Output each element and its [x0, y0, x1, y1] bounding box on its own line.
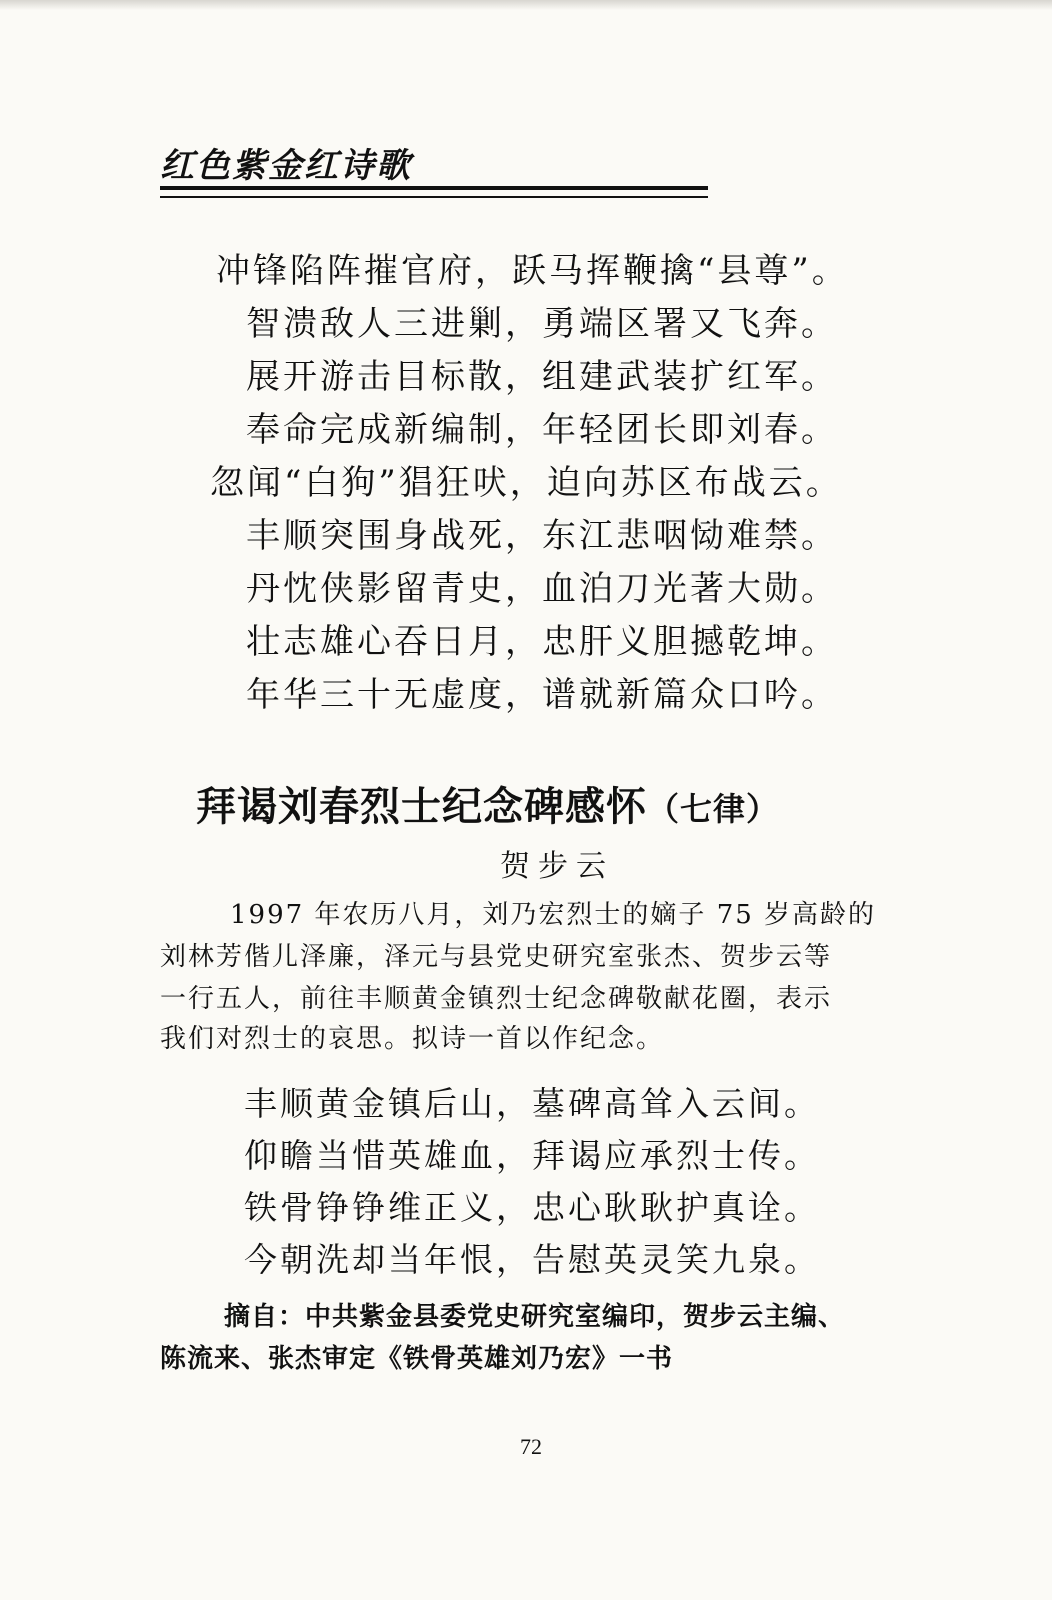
header-rule-thick	[160, 186, 708, 190]
running-header-title: 红色紫金红诗歌	[160, 146, 412, 186]
poem-1-line: 冲锋陷阵摧官府，跃马挥鞭擒“县尊”。	[216, 251, 849, 291]
poem-1-line: 壮志雄心吞日月，忠肝义胆撼乾坤。	[246, 622, 838, 662]
poem-1-line: 丹忱侠影留青史，血泊刀光著大勋。	[246, 569, 838, 609]
poem-2-line: 丰顺黄金镇后山，墓碑高耸入云间。	[244, 1084, 820, 1123]
preface-line: 1997 年农历八月，刘乃宏烈士的嫡子 75 岁高龄的	[230, 900, 877, 930]
preface-line: 一行五人，前往丰顺黄金镇烈士纪念碑敬献花圈，表示	[160, 984, 833, 1014]
source-line: 陈流来、张杰审定《铁骨英雄刘乃宏》一书	[160, 1344, 674, 1374]
poem-form-label: （七律）	[647, 790, 780, 828]
poem-author: 贺步云	[500, 849, 614, 884]
poem-1-line: 展开游击目标散，组建武装扩红军。	[246, 357, 838, 397]
poem-1-line: 智溃敌人三进剿，勇端区署又飞奔。	[246, 304, 838, 344]
source-line: 摘自：中共紫金县委党史研究室编印，贺步云主编、	[224, 1302, 846, 1332]
poem-1-line: 年华三十无虚度，谱就新篇众口吟。	[246, 675, 838, 715]
poem-2-line: 今朝洗却当年恨，告慰英灵笑九泉。	[244, 1240, 820, 1279]
page-number: 72	[520, 1434, 542, 1459]
poem-2-line: 铁骨铮铮维正义，忠心耿耿护真诠。	[244, 1188, 820, 1227]
poem-title	[196, 775, 779, 832]
poem-title-text: 拜谒刘春烈士纪念碑感怀	[196, 783, 647, 830]
preface-line: 刘林芳偕儿泽廉，泽元与县党史研究室张杰、贺步云等	[160, 942, 833, 972]
poem-2-line: 仰瞻当惜英雄血，拜谒应承烈士传。	[244, 1136, 820, 1175]
poem-1-line: 忽闻“白狗”猖狂吠，迫向苏区布战云。	[210, 463, 843, 503]
preface-line: 我们对烈士的哀思。拟诗一首以作纪念。	[160, 1024, 665, 1054]
header-rule-thin	[160, 196, 708, 198]
poem-1-line: 丰顺突围身战死，东江悲咽恸难禁。	[246, 516, 838, 556]
page-top-edge	[0, 0, 1052, 10]
poem-1-line: 奉命完成新编制，年轻团长即刘春。	[246, 410, 838, 450]
